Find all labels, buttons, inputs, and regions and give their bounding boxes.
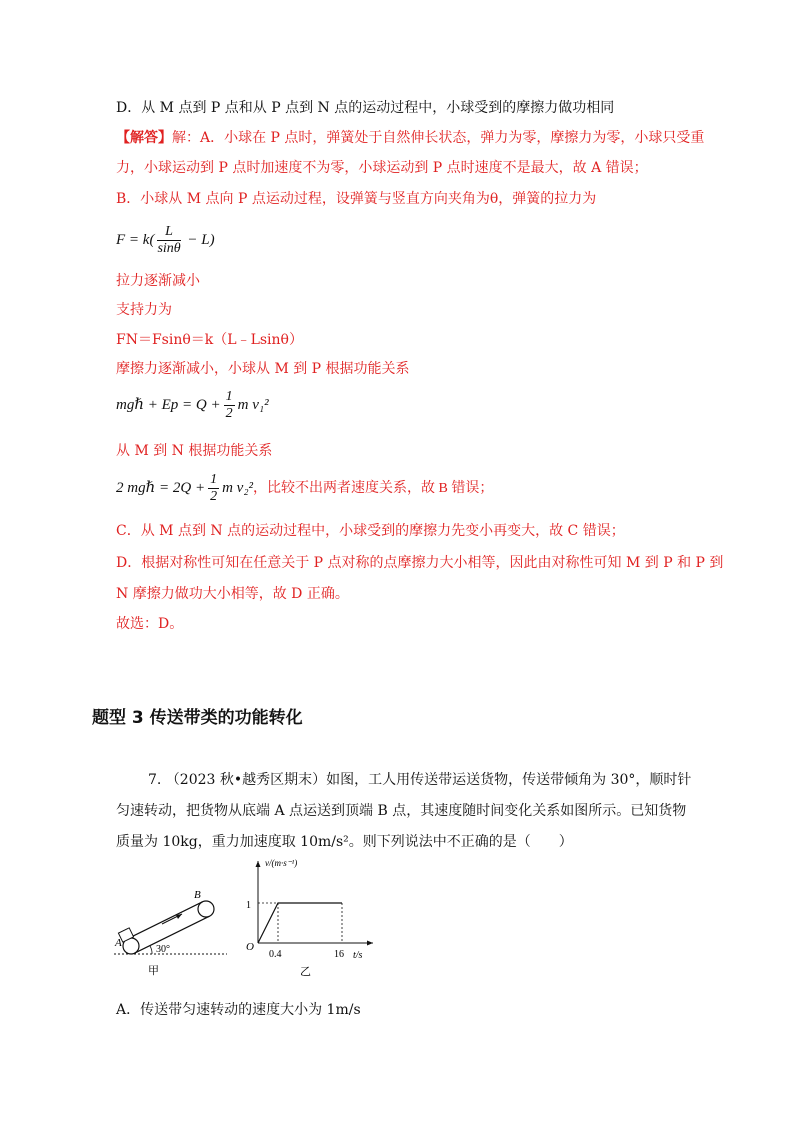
line-choice: 故选：D。 xyxy=(116,616,184,632)
eq2-fraction xyxy=(224,389,235,422)
line-m-to-n: 从 M 到 N 根据功能关系 xyxy=(116,443,273,459)
x-axis-arrow-icon xyxy=(367,941,373,946)
x-tick-label-2: 16 xyxy=(334,949,344,960)
velocity-series-line xyxy=(258,903,342,943)
eq3-den: 2 xyxy=(210,489,218,504)
equation-energy-mp xyxy=(116,389,269,422)
caption-jia: 甲 xyxy=(148,964,159,977)
angle-arc xyxy=(150,946,152,954)
eq2-num: 1 xyxy=(225,389,233,404)
label-a: A xyxy=(115,937,122,949)
eq3-fraction xyxy=(208,472,219,505)
x-tick-label-1: 0.4 xyxy=(269,949,282,960)
line-friction: 摩擦力逐渐减小，小球从 M 到 P 根据功能关系 xyxy=(116,361,410,377)
question-line-3: 质量为 10kg，重力加速度取 10m/s²。则下列说法中不正确的是（ ） xyxy=(116,834,573,850)
vt-chart xyxy=(238,855,378,980)
line-option-d-1: D．根据对称性可知在任意关于 P 点对称的点摩擦力大小相等，因此由对称性可知 M 到 P 和 P 到 xyxy=(116,555,724,571)
conveyor-figure xyxy=(112,880,232,980)
label-b: B xyxy=(194,889,201,901)
answer-line-1-text: 解：A．小球在 P 点时，弹簧处于自然伸长状态，弹力为零，摩擦力为零，小球只受重 xyxy=(172,130,705,146)
answer-tag: 【解答】 xyxy=(116,130,172,146)
section-title: 题型 3 传送带类的功能转化 xyxy=(92,708,303,728)
eq1-num: L xyxy=(157,224,180,241)
question-line-1: 7. （2023 秋•越秀区期末）如图，工人用传送带运送货物，传送带倾角为 30°，顺时针 xyxy=(148,772,692,788)
y-tick-label: 1 xyxy=(246,900,251,911)
answer-line-3: B．小球从 M 点向 P 点运动过程，设弹簧与竖直方向夹角为θ，弹簧的拉力为 xyxy=(116,191,597,207)
answer-line-1 xyxy=(116,128,704,148)
eq1-fraction xyxy=(157,224,180,257)
eq1-lhs: F = k( xyxy=(116,231,155,248)
line-option-d-2: N 摩擦力做功大小相等，故 D 正确。 xyxy=(116,586,349,602)
answer-line-2: 力，小球运动到 P 点时加速度不为零，小球运动到 P 点时速度不是最大，故 A 错误； xyxy=(116,160,648,176)
equation-spring-force xyxy=(116,224,215,257)
eq3-lhs: 2 mgℏ = 2Q + xyxy=(116,479,206,496)
eq3-rhs: m v₂² xyxy=(222,479,254,496)
option-d-text: D．从 M 点到 P 点和从 P 点到 N 点的运动过程中，小球受到的摩擦力做功相同 xyxy=(116,100,615,116)
equation-energy-mn xyxy=(116,472,493,505)
belt-bottom xyxy=(135,916,210,953)
y-axis-label: v/(m·s⁻¹) xyxy=(265,858,298,868)
eq3-tail: ，比较不出两者速度关系，故 B 错误； xyxy=(253,480,494,496)
eq2-lhs: mgℏ + Ep = Q + xyxy=(116,396,221,413)
line-support: 支持力为 xyxy=(116,302,172,318)
eq1-den: sinθ xyxy=(157,241,181,256)
x-axis-label: t/s xyxy=(353,950,363,961)
belt-top xyxy=(128,902,203,939)
eq1-rhs: − L) xyxy=(183,231,215,248)
question-line-2: 匀速转动，把货物从底端 A 点运送到顶端 B 点，其速度随时间变化关系如图所示。已知货物 xyxy=(116,803,687,819)
eq2-den: 2 xyxy=(225,406,233,421)
origin-label: O xyxy=(246,941,254,953)
eq3-num: 1 xyxy=(210,472,218,487)
y-axis-arrow-icon xyxy=(256,861,261,867)
angle-label: 30° xyxy=(156,944,170,955)
line-pull-decrease: 拉力逐渐减小 xyxy=(116,273,200,289)
line-normal-force: FN＝Fsinθ＝k（L﹣Lsinθ） xyxy=(116,332,303,348)
caption-yi: 乙 xyxy=(300,965,311,978)
line-option-c: C．从 M 点到 N 点的运动过程中，小球受到的摩擦力先变小再变大，故 C 错误； xyxy=(116,523,625,539)
eq2-rhs: m v₁² xyxy=(237,396,269,413)
option-a: A．传送带匀速转动的速度大小为 1m/s xyxy=(116,1002,361,1018)
